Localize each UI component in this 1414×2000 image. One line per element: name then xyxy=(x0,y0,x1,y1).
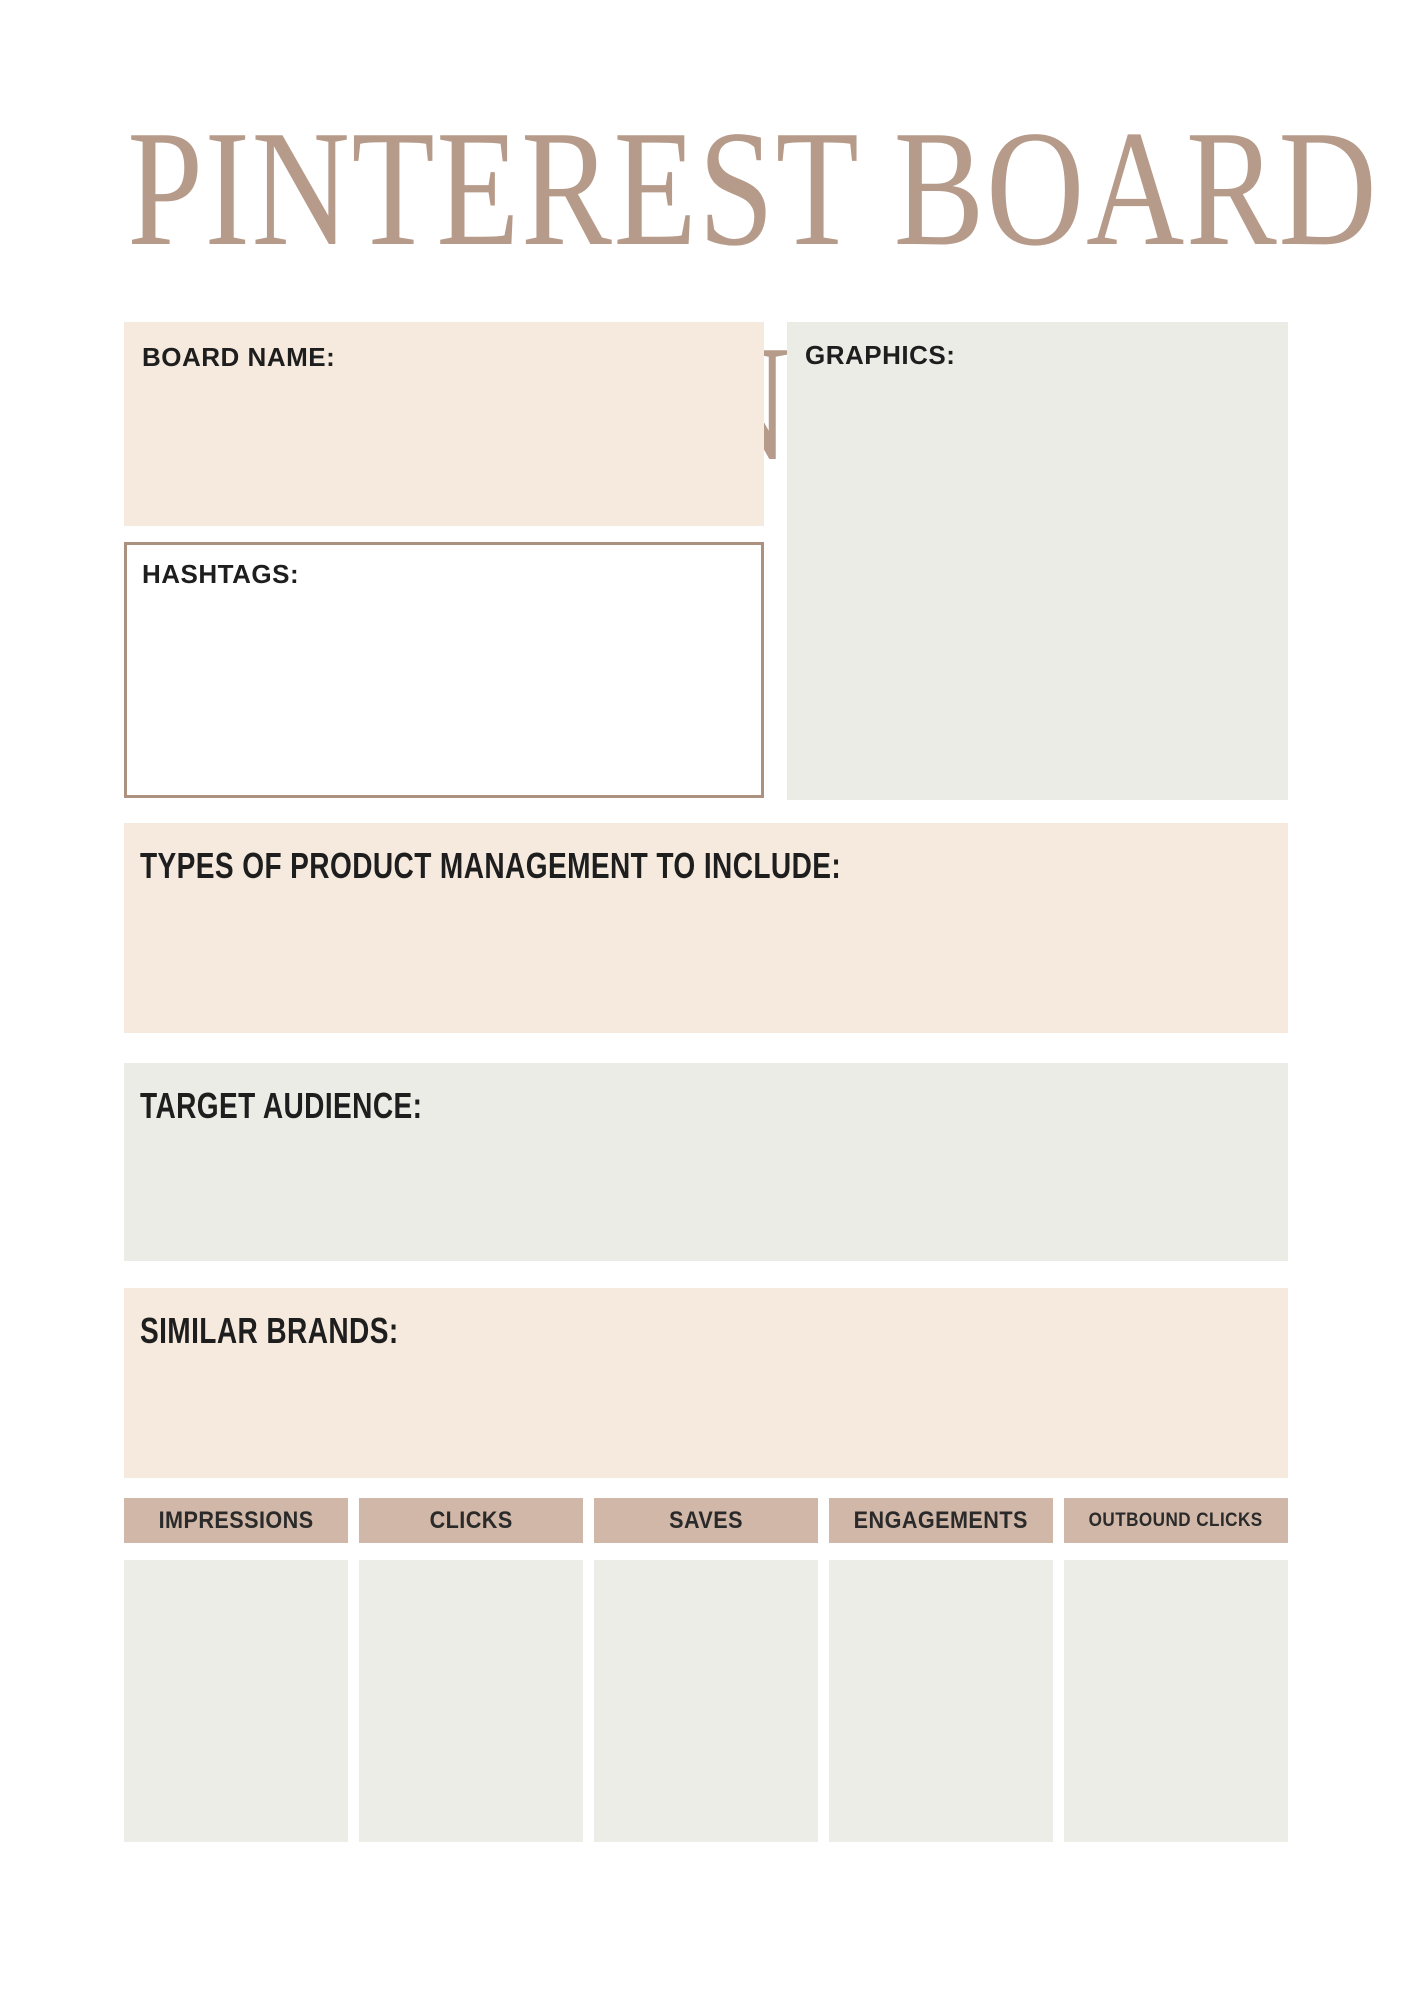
target-audience-fill-area[interactable] xyxy=(124,1123,1288,1261)
metrics-column-engagements xyxy=(829,1498,1053,1842)
graphics-section xyxy=(787,322,1288,800)
board-name-fill-area[interactable] xyxy=(124,382,764,526)
metrics-header-saves xyxy=(594,1498,818,1543)
similar-brands-label: SIMILAR BRANDS: xyxy=(140,1310,399,1351)
metrics-header-clicks-label: CLICKS xyxy=(429,1506,513,1534)
metrics-cell-outbound-clicks[interactable] xyxy=(1064,1560,1288,1842)
metrics-column-clicks xyxy=(359,1498,583,1842)
metrics-header-clicks xyxy=(359,1498,583,1543)
hashtags-fill-area[interactable] xyxy=(127,605,761,795)
target-audience-label: TARGET AUDIENCE: xyxy=(140,1085,423,1126)
graphics-fill-area[interactable] xyxy=(787,382,1288,800)
graphics-label: GRAPHICS: xyxy=(805,340,956,370)
metrics-cell-saves[interactable] xyxy=(594,1560,818,1842)
metrics-column-outbound-clicks xyxy=(1064,1498,1288,1842)
metrics-cell-engagements[interactable] xyxy=(829,1560,1053,1842)
metrics-header-engagements-label: ENGAGEMENTS xyxy=(853,1506,1029,1534)
metrics-header-engagements xyxy=(829,1498,1053,1543)
similar-brands-fill-area[interactable] xyxy=(124,1348,1288,1478)
hashtags-label: HASHTAGS: xyxy=(142,559,300,589)
board-name-label: BOARD NAME: xyxy=(142,342,336,372)
metrics-table xyxy=(124,1498,1288,1842)
types-of-product-management-section xyxy=(124,823,1288,1033)
types-of-product-management-fill-area[interactable] xyxy=(124,883,1288,1033)
metrics-header-impressions-label: IMPRESSIONS xyxy=(158,1506,314,1534)
metrics-header-saves-label: SAVES xyxy=(669,1506,743,1534)
types-of-product-management-label: TYPES OF PRODUCT MANAGEMENT TO INCLUDE: xyxy=(140,845,842,886)
metrics-header-outbound-clicks-label: OUTBOUND CLICKS xyxy=(1089,1509,1263,1531)
metrics-cell-impressions[interactable] xyxy=(124,1560,348,1842)
metrics-header-outbound-clicks xyxy=(1064,1498,1288,1543)
metrics-column-impressions xyxy=(124,1498,348,1842)
metrics-header-impressions xyxy=(124,1498,348,1543)
target-audience-section xyxy=(124,1063,1288,1261)
board-name-section xyxy=(124,322,764,526)
page-title: PINTEREST BOARD xyxy=(127,96,1379,280)
hashtags-section xyxy=(124,542,764,798)
metrics-cell-clicks[interactable] xyxy=(359,1560,583,1842)
similar-brands-section xyxy=(124,1288,1288,1478)
metrics-column-saves xyxy=(594,1498,818,1842)
